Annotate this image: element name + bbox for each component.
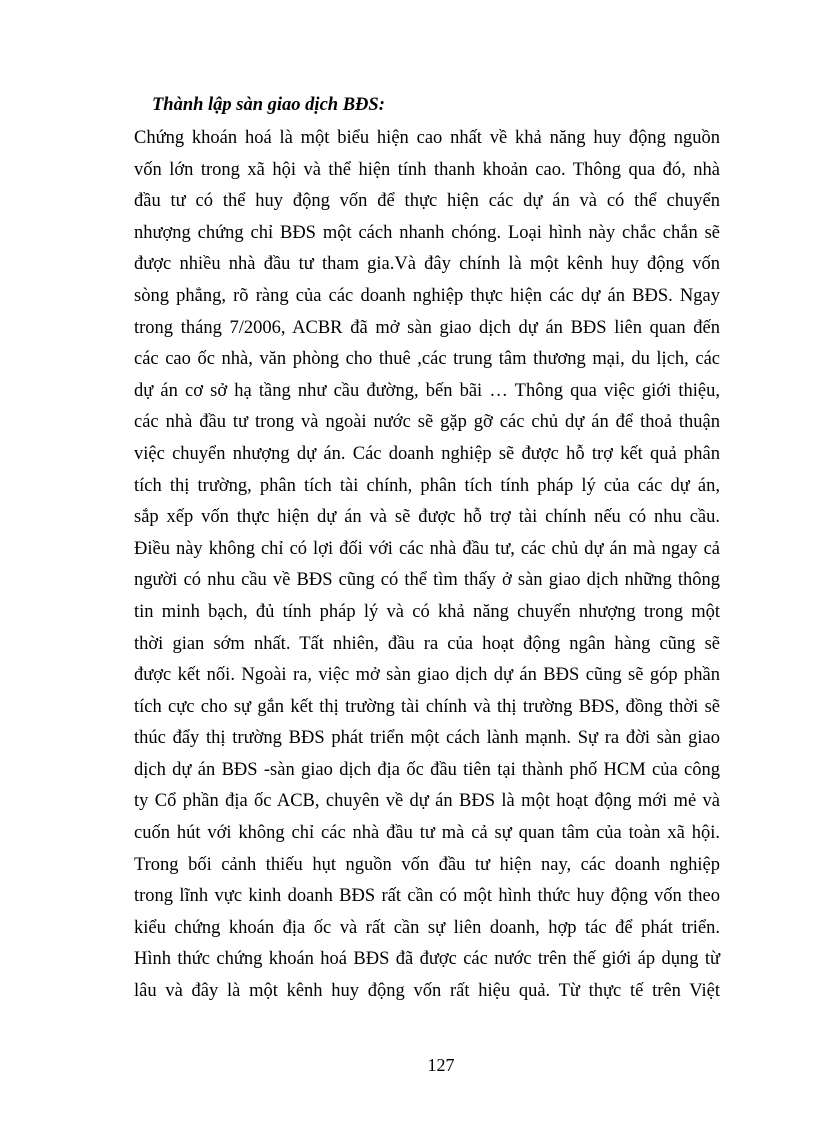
text-line: kiểu chứng khoán địa ốc và rất cần sự liên doanh, hợp tác để phát triển.: [134, 917, 720, 938]
text-line: được nhiều nhà đầu tư tham gia.Và đây chính là một kênh huy động vốn: [134, 254, 720, 275]
text-line: trong lĩnh vực kinh doanh BĐS rất cần có một hình thức huy động vốn theo: [134, 886, 720, 907]
text-line: đầu tư có thể huy động vốn để thực hiện các dự án và có thể chuyển: [134, 191, 720, 212]
text-line: tích cực cho sự gắn kết thị trường tài chính và thị trường BĐS, đồng thời sẽ: [134, 696, 720, 717]
text-line: được kết nối. Ngoài ra, việc mở sàn giao dịch dự án BĐS cũng sẽ góp phần: [134, 665, 720, 686]
text-line: người có nhu cầu về BĐS cũng có thể tìm thấy ở sàn giao dịch những thông: [134, 570, 720, 591]
text-line: ty Cổ phần địa ốc ACB, chuyên về dự án BĐS là một hoạt động mới mẻ và: [134, 791, 720, 812]
text-line: sắp xếp vốn thực hiện dự án và sẽ được hỗ trợ tài chính nếu có nhu cầu.: [134, 507, 720, 528]
text-line: trong tháng 7/2006, ACBR đã mở sàn giao dịch dự án BĐS liên quan đến: [134, 317, 720, 338]
text-line: tin minh bạch, đủ tính pháp lý và có khả năng chuyển nhượng trong một: [134, 601, 720, 622]
text-line: tích thị trường, phân tích tài chính, phân tích tính pháp lý của các dự án,: [134, 475, 720, 496]
text-line: Hình thức chứng khoán hoá BĐS đã được các nước trên thế giới áp dụng từ: [134, 949, 720, 970]
text-line: Chứng khoán hoá là một biểu hiện cao nhất về khả năng huy động nguồn: [134, 128, 720, 148]
text-line: dự án cơ sở hạ tầng như cầu đường, bến bãi … Thông qua việc giới thiệu,: [134, 380, 720, 401]
text-line: lâu và đây là một kênh huy động vốn rất hiệu quả. Từ thực tế trên Việt: [134, 981, 720, 1002]
text-line: thời gian sớm nhất. Tất nhiên, đầu ra của hoạt động ngân hàng cũng sẽ: [134, 633, 720, 654]
text-line: thúc đẩy thị trường BĐS phát triển một cách lành mạnh. Sự ra đời sàn giao: [134, 728, 720, 749]
section-heading: Thành lập sàn giao dịch BĐS:: [152, 95, 385, 115]
text-line: các nhà đầu tư trong và ngoài nước sẽ gặp gỡ các chủ dự án để thoả thuận: [134, 412, 720, 433]
text-line: cuốn hút với không chỉ các nhà đầu tư mà cả sự quan tâm của toàn xã hội.: [134, 823, 720, 844]
text-line: sòng phẳng, rõ ràng của các doanh nghiệp thực hiện các dự án BĐS. Ngay: [134, 285, 720, 306]
text-line: Trong bối cảnh thiếu hụt nguồn vốn đầu tư hiện nay, các doanh nghiệp: [134, 854, 720, 875]
body-paragraph: [134, 123, 720, 1008]
text-line: vốn lớn trong xã hội và thể hiện tính thanh khoản cao. Thông qua đó, nhà: [134, 159, 720, 180]
text-line: Điều này không chỉ có lợi đối với các nhà đầu tư, các chủ dự án mà ngay cả: [134, 538, 720, 559]
text-line: các cao ốc nhà, văn phòng cho thuê ,các trung tâm thương mại, du lịch, các: [134, 349, 720, 370]
text-line: việc chuyển nhượng dự án. Các doanh nghiệp sẽ được hỗ trợ kết quả phân: [134, 443, 720, 464]
page-number: 127: [427, 1055, 455, 1075]
text-line: dịch dự án BĐS -sàn giao dịch địa ốc đầu tiên tại thành phố HCM của công: [134, 759, 720, 780]
text-line: nhượng chứng chỉ BĐS một cách nhanh chóng. Loại hình này chắc chắn sẽ: [134, 222, 720, 243]
